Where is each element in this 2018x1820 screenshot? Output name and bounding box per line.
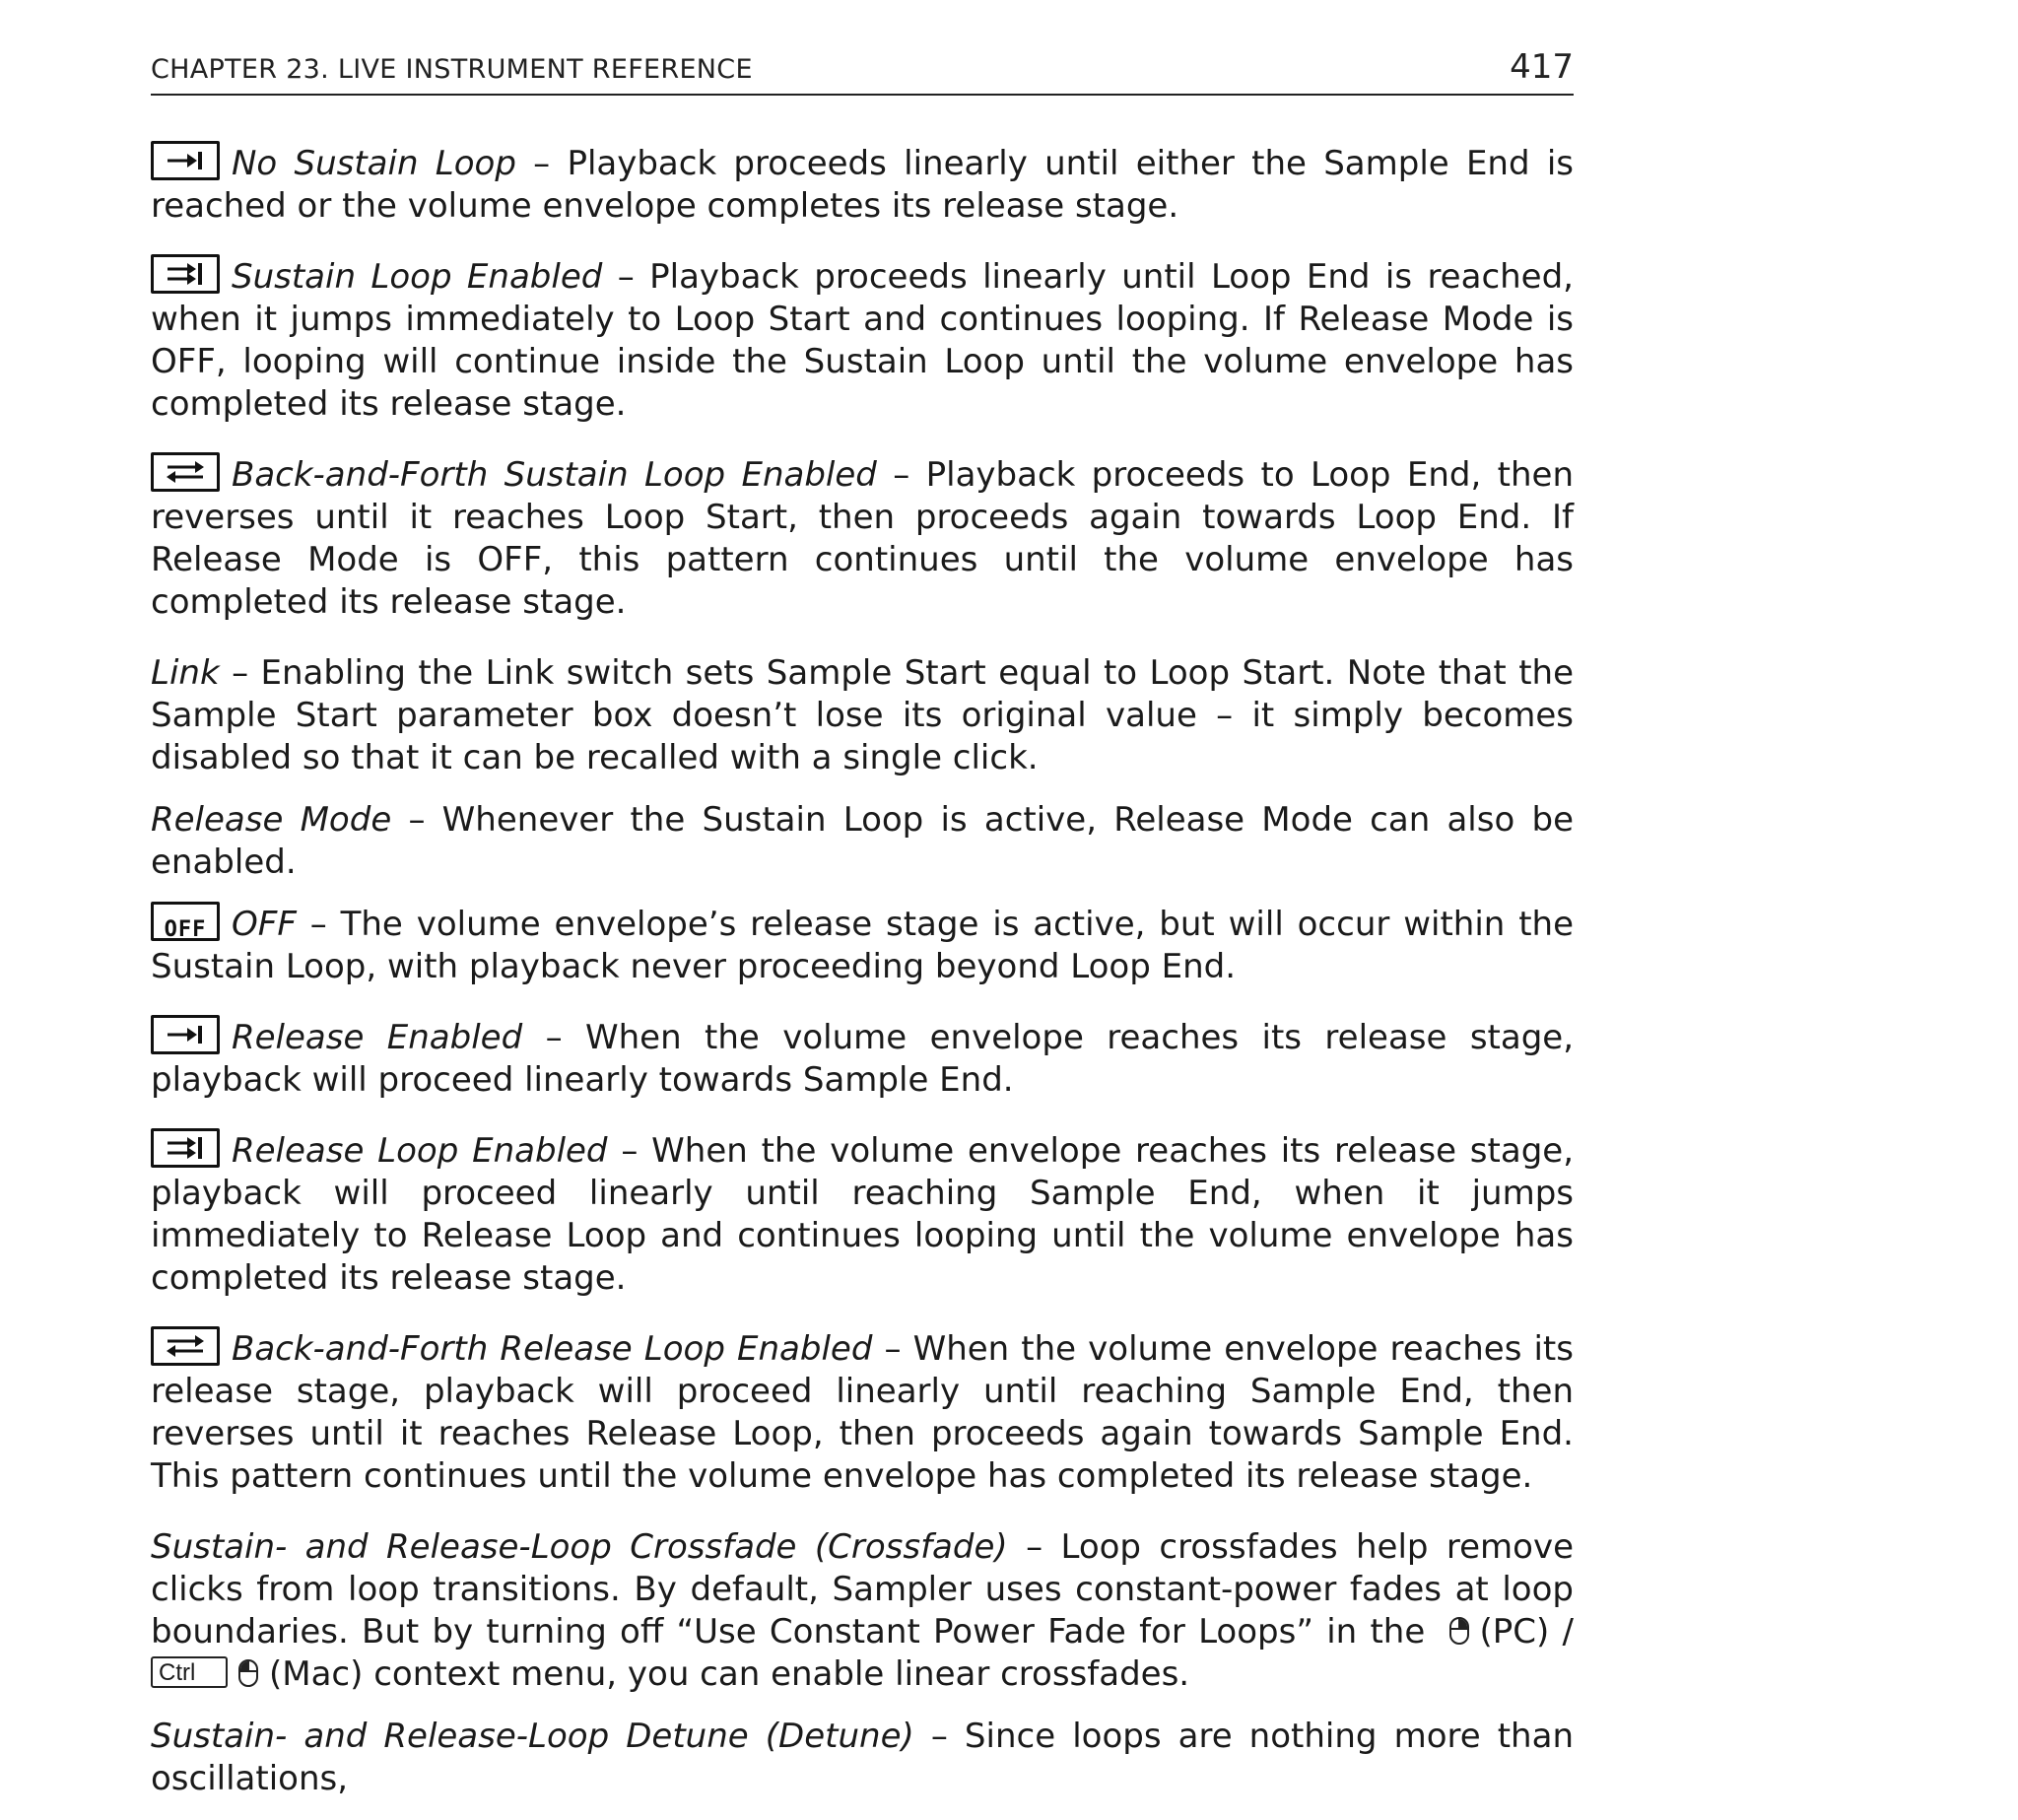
paragraph-crossfade	[151, 1526, 1574, 1696]
term-back-forth-sustain: Back-and-Forth Sustain Loop Enabled	[232, 455, 877, 495]
page-number: 417	[1510, 47, 1574, 87]
term-sustain-loop-enabled: Sustain Loop Enabled	[232, 257, 603, 297]
click-mouse-icon	[237, 1658, 259, 1688]
document-page	[151, 0, 1574, 1820]
loop-icon	[151, 254, 220, 294]
paragraph-back-forth-sustain	[151, 454, 1574, 624]
term-crossfade: Sustain- and Release-Loop Crossfade (Crossfade)	[151, 1527, 1008, 1567]
paragraph-off	[151, 904, 1574, 988]
description: – Since loops are nothing more than oscillations,	[151, 1717, 1574, 1798]
description: – Playback proceeds linearly until Loop End is reached, when it jumps immediately to Loop Start and continues looping. If Release Mode is OFF, looping will continue inside the Sustain Loop until the volume envelope has completed its release stage.	[151, 257, 1574, 424]
term-release-mode: Release Mode	[151, 800, 392, 840]
term-release-loop-enabled: Release Loop Enabled	[232, 1131, 608, 1171]
paragraph-back-forth-release	[151, 1328, 1574, 1498]
description-continued: (Mac) context menu, you can enable linear crossfades.	[269, 1654, 1190, 1694]
paragraph-no-sustain-loop	[151, 143, 1574, 228]
description: – Loop crossfades help remove clicks from loop transitions. By default, Sampler uses constant-power fades at loop boundaries. But by turning off “Use Constant Power Fade for Loops” in the	[151, 1527, 1574, 1651]
description: – Enabling the Link switch sets Sample Start equal to Loop Start. Note that the Sample Start parameter box doesn’t lose its original value – it simply becomes disabled so that it can be recalled with a single click.	[151, 653, 1574, 777]
paragraph-link	[151, 652, 1574, 779]
right-click-mouse-icon	[1448, 1616, 1470, 1646]
back-and-forth-icon	[151, 1326, 220, 1366]
paragraph-release-loop-enabled	[151, 1130, 1574, 1300]
ctrl-key-icon: Ctrl	[151, 1656, 228, 1688]
paragraph-sustain-loop-enabled	[151, 256, 1574, 426]
description: – Playback proceeds to Loop End, then reverses until it reaches Loop Start, then proceeds again towards Loop End. If Release Mode is OFF, this pattern continues until the volume envelope has completed its release stage.	[151, 455, 1575, 622]
term-back-forth-release: Back-and-Forth Release Loop Enabled	[232, 1329, 873, 1369]
no-loop-icon	[151, 1015, 220, 1054]
paragraph-release-enabled	[151, 1017, 1574, 1102]
description: – When the volume envelope reaches its release stage, playback will proceed linearly until reaching Sample End, when it jumps immediately to Release Loop and continues looping until the volume envelope has completed its release stage.	[151, 1131, 1574, 1298]
term-no-sustain-loop: No Sustain Loop	[232, 144, 516, 183]
term-off: OFF	[232, 905, 297, 944]
pc-label: (PC) /	[1479, 1612, 1574, 1651]
term-link: Link	[151, 653, 220, 693]
term-detune: Sustain- and Release-Loop Detune (Detune)	[151, 1717, 914, 1756]
term-release-enabled: Release Enabled	[232, 1018, 523, 1057]
description: – When the volume envelope reaches its release stage, playback will proceed linearly towards Sample End.	[151, 1018, 1575, 1100]
description: – The volume envelope’s release stage is active, but will occur within the Sustain Loop, with playback never proceeding beyond Loop End.	[151, 905, 1574, 986]
no-loop-icon	[151, 141, 220, 180]
paragraph-release-mode	[151, 799, 1574, 884]
chapter-title: CHAPTER 23. LIVE INSTRUMENT REFERENCE	[151, 54, 753, 85]
page-content	[151, 143, 1574, 1800]
description: – When the volume envelope reaches its release stage, playback will proceed linearly until reaching Sample End, then reverses until it reaches Release Loop, then proceeds again towards Sample End. This pattern continues until the volume envelope has completed its release stage.	[151, 1329, 1574, 1496]
off-icon	[151, 902, 220, 941]
running-header	[151, 0, 1574, 96]
back-and-forth-icon	[151, 452, 220, 492]
off-icon-label: OFF	[164, 917, 207, 942]
paragraph-detune	[151, 1716, 1574, 1800]
description: – Whenever the Sustain Loop is active, Release Mode can also be enabled.	[151, 800, 1574, 882]
description: – Playback proceeds linearly until either the Sample End is reached or the volume envelope completes its release stage.	[151, 144, 1574, 226]
loop-icon	[151, 1128, 220, 1168]
